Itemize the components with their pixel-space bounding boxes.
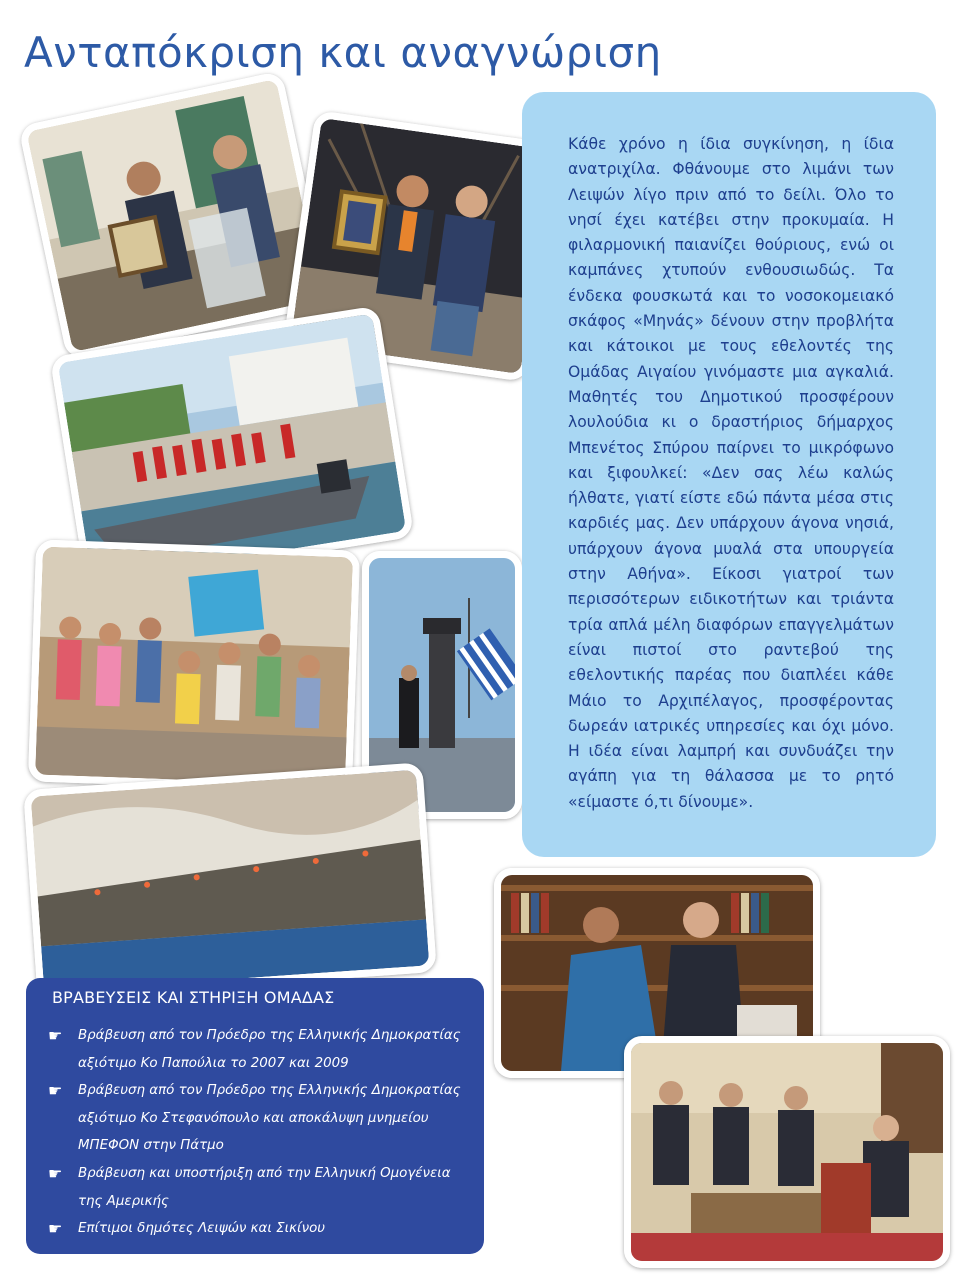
article-text: Κάθε χρόνο η ίδια συγκίνηση, η ίδια ανατριχίλα. Φθάνουμε στο λιμάνι των Λειψών λίγο πριν από το δείλι. Όλο το νησί έχει κατέβει στην προκυμαία. Η φιλαρμονική παιανίζει θούριους, ενώ οι καμπάνες χτυπούν ενθουσιωδώς. Τα ένδεκα φουσκωτά και το νοσοκομειακό σκάφος «Μηνάς» δένουν στην προβλήτα και κάτοικοι με τους εθελοντές της Ομάδας Αιγαίου γινόμαστε μια αγκαλιά. Μαθητές του Δημοτικού προσφέρουν λουλούδια κι ο δραστήριος δήμαρχος Μπενέτος Σπύρου παίρνει το μικρόφωνο και ξιφουλκεί: «Δεν σας λέω καλώς ήλθατε, γιατί είστε εδώ πάντα μέσα στις καρδιές μας. Δεν υπάρχουν άγονα νησιά, υπάρχουν άγονα μυαλά στα υπουργεία στην Αθήνα». Είκοσι γιατροί των περισσότερων ειδικοτήτων και τριάντα τρία απλά μέλη διαφόρων επαγγελμάτων είναι πιστοί στο ραντεβού της εθελοντικής παρέας που διαπλέει κάθε Μάιο το Αρχιπέλαγος, προσφέροντας δωρεάν ιατρικές υπηρεσίες και όχι μόνο. Η ιδέα είναι λαμπρή και συνδυάζει την αγάπη για τη θάλασσα με το ρητό «είμαστε ό,τι δίνουμε».	[568, 135, 894, 811]
award-text: Επίτιμοι δημότες Λειψών και Σικίνου	[78, 1221, 326, 1237]
award-text: Βράβευση από τον Πρόεδρο της Ελληνικής Δημοκρατίας αξιότιμο Κο Στεφανόπουλο και αποκάλυψη μνημείου ΜΠΕΦΟΝ στην Πάτμο	[78, 1083, 461, 1154]
award-text: Βράβευση από τον Πρόεδρο της Ελληνικής Δημοκρατίας αξιότιμο Κο Παπούλια το 2007 και 2009	[78, 1028, 461, 1071]
pointing-hand-icon: ☛	[48, 1219, 63, 1239]
list-item	[48, 1160, 468, 1215]
photo-children-group	[28, 539, 360, 792]
list-item	[48, 1022, 468, 1077]
photo-award-ceremony	[18, 71, 331, 361]
award-text: Βράβευση και υποστήριξη από την Ελληνική Ομογένεια της Αμερικής	[78, 1165, 451, 1209]
list-item	[48, 1215, 468, 1243]
pointing-hand-icon: ☛	[48, 1081, 63, 1101]
pointing-hand-icon: ☛	[48, 1163, 63, 1183]
page-title: Ανταπόκριση και αναγνώριση	[24, 28, 662, 78]
article-panel	[522, 92, 936, 857]
awards-heading: ΒΡΑΒΕΥΣΕΙΣ ΚΑΙ ΣΤΗΡΙΞΗ ΟΜΑΔΑΣ	[52, 988, 335, 1007]
photo-office-meeting	[624, 1036, 950, 1268]
awards-list	[48, 1022, 468, 1243]
list-item	[48, 1077, 468, 1160]
awards-box	[26, 978, 484, 1254]
pointing-hand-icon: ☛	[48, 1026, 63, 1045]
photo-shore-flares	[23, 762, 437, 999]
